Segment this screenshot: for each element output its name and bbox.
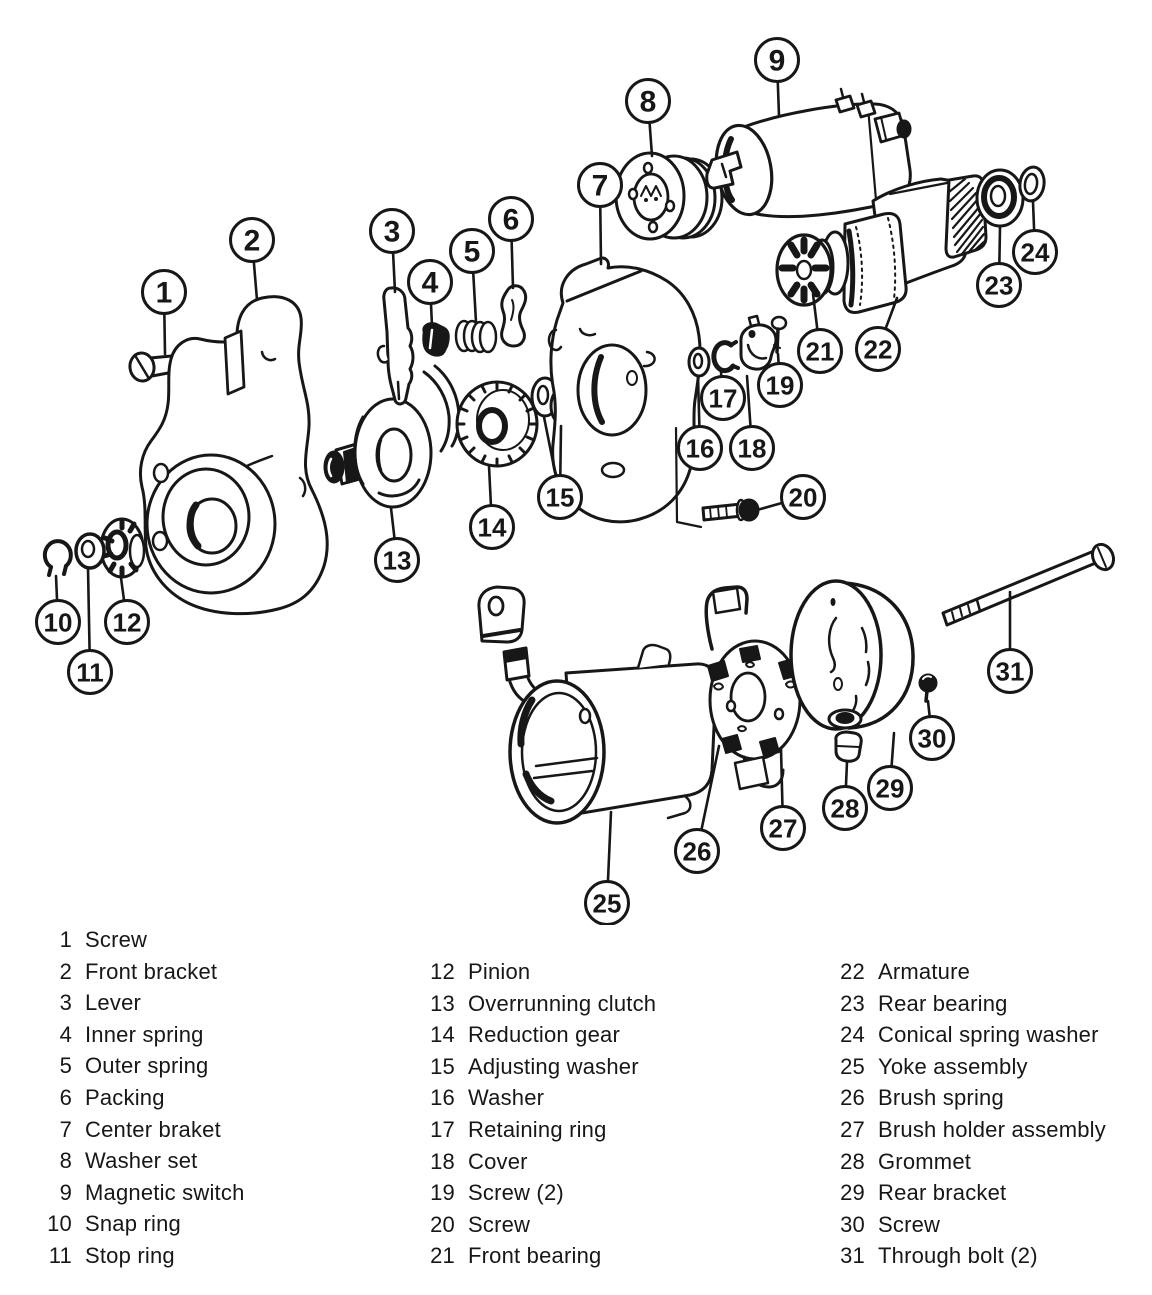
legend-item-label: Packing xyxy=(85,1084,165,1110)
legend-item-12 xyxy=(418,956,656,988)
legend-item-20 xyxy=(418,1209,656,1241)
legend-item-number: 22 xyxy=(840,959,865,984)
callout-25 xyxy=(586,812,629,925)
callout-31 xyxy=(989,592,1032,693)
callout-number: 12 xyxy=(112,607,142,638)
legend-item-27 xyxy=(828,1114,1106,1146)
legend-item-label: Through bolt (2) xyxy=(878,1243,1038,1269)
callout-8 xyxy=(627,80,670,157)
legend-item-number: 3 xyxy=(59,990,72,1016)
callout-number: 24 xyxy=(1020,237,1050,268)
legend-item-number: 18 xyxy=(430,1148,455,1174)
callout-number: 27 xyxy=(768,813,798,844)
legend-item-1 xyxy=(38,924,245,956)
callout-number: 5 xyxy=(463,235,481,269)
callout-number: 6 xyxy=(502,203,520,237)
part-washer-set-8 xyxy=(616,153,722,239)
callout-number: 31 xyxy=(995,656,1025,687)
legend-item-17 xyxy=(418,1114,656,1146)
callout-number: 19 xyxy=(765,370,795,401)
callout-5 xyxy=(451,230,494,323)
legend-item-8 xyxy=(38,1145,245,1177)
legend-item-13 xyxy=(418,988,656,1020)
legend-item-label: Washer xyxy=(468,1085,545,1111)
legend-item-number: 2 xyxy=(59,958,72,984)
legend-item-number: 21 xyxy=(430,1243,455,1269)
legend-item-number: 12 xyxy=(430,959,455,984)
callout-number: 8 xyxy=(639,85,657,119)
part-pinion-12 xyxy=(101,519,144,577)
legend-item-number: 23 xyxy=(840,990,865,1016)
legend-item-number: 17 xyxy=(430,1116,455,1142)
part-front-bracket-2 xyxy=(140,297,327,614)
callout-number: 4 xyxy=(421,266,439,300)
callout-13 xyxy=(376,508,419,582)
legend-item-15 xyxy=(418,1051,656,1083)
legend-item-19 xyxy=(418,1177,656,1209)
legend-item-number: 26 xyxy=(840,1085,865,1111)
callout-number: 15 xyxy=(545,482,575,513)
part-snap-ring-10 xyxy=(45,541,71,575)
callout-number: 28 xyxy=(830,793,860,824)
legend-item-label: Reduction gear xyxy=(468,1022,621,1048)
callout-number: 13 xyxy=(382,545,412,576)
callout-number: 11 xyxy=(76,657,104,688)
callout-12 xyxy=(106,578,149,644)
legend-item-label: Screw xyxy=(878,1211,941,1237)
part-inner-spring-4 xyxy=(423,323,448,355)
callout-number: 16 xyxy=(685,433,715,464)
part-grommet-28 xyxy=(836,732,861,761)
legend-item-number: 13 xyxy=(430,990,455,1016)
legend-item-label: Washer set xyxy=(85,1148,198,1174)
part-cover-18 xyxy=(741,316,776,369)
legend-item-number: 30 xyxy=(840,1211,865,1237)
legend-item-number: 14 xyxy=(430,1022,455,1048)
legend-column-3 xyxy=(828,956,1106,1272)
callout-27 xyxy=(762,749,805,850)
legend-item-16 xyxy=(418,1082,656,1114)
callout-number: 10 xyxy=(43,607,73,638)
callout-number: 14 xyxy=(477,512,507,543)
callout-28 xyxy=(824,762,867,830)
callout-7 xyxy=(579,164,622,265)
legend-item-number: 11 xyxy=(48,1242,72,1268)
callout-30 xyxy=(911,701,954,760)
legend-item-label: Conical spring washer xyxy=(878,1022,1099,1048)
legend-item-3 xyxy=(38,987,245,1019)
legend-item-number: 25 xyxy=(840,1053,865,1079)
legend-item-label: Rear bracket xyxy=(878,1180,1007,1206)
legend-item-18 xyxy=(418,1146,656,1178)
legend-item-label: Front bearing xyxy=(468,1243,602,1269)
legend-item-29 xyxy=(828,1177,1106,1209)
legend-item-number: 8 xyxy=(59,1148,72,1174)
part-rear-bearing-23 xyxy=(977,170,1023,226)
legend-item-label: Yoke assembly xyxy=(878,1053,1028,1079)
callout-number: 1 xyxy=(155,276,173,310)
part-through-bolt-31 xyxy=(943,541,1117,625)
legend-item-label: Stop ring xyxy=(85,1242,175,1268)
callout-2 xyxy=(231,219,274,301)
part-reduction-gear-14 xyxy=(457,382,537,466)
legend-column-1 xyxy=(38,924,245,1272)
legend-item-23 xyxy=(828,988,1106,1020)
part-outer-spring-5 xyxy=(456,321,496,352)
callout-number: 22 xyxy=(863,334,893,365)
legend-item-number: 19 xyxy=(430,1180,455,1206)
callout-number: 9 xyxy=(768,44,786,78)
legend-item-number: 31 xyxy=(840,1243,865,1269)
legend-item-5 xyxy=(38,1050,245,1082)
callout-number: 7 xyxy=(591,169,609,203)
callout-17 xyxy=(702,372,745,420)
legend-item-label: Brush spring xyxy=(878,1085,1004,1111)
legend-item-21 xyxy=(418,1240,656,1272)
legend-item-22 xyxy=(828,956,1106,988)
legend-item-number: 29 xyxy=(840,1180,865,1206)
legend-item-label: Cover xyxy=(468,1148,528,1174)
legend-item-label: Retaining ring xyxy=(468,1116,607,1142)
part-retaining-ring-17 xyxy=(714,342,738,371)
callout-number: 21 xyxy=(805,336,835,367)
legend-item-9 xyxy=(38,1177,245,1209)
callout-number: 18 xyxy=(737,433,767,464)
legend-item-label: Inner spring xyxy=(85,1021,204,1047)
legend-item-number: 7 xyxy=(59,1116,72,1142)
legend-item-number: 1 xyxy=(59,927,72,952)
legend-item-30 xyxy=(828,1209,1106,1241)
callout-20 xyxy=(757,476,825,519)
part-stop-ring-11 xyxy=(76,534,104,568)
legend-item-label: Grommet xyxy=(878,1148,972,1174)
callout-number: 3 xyxy=(383,215,401,249)
callout-number: 23 xyxy=(984,270,1014,301)
legend-item-25 xyxy=(828,1051,1106,1083)
legend-item-number: 15 xyxy=(430,1053,455,1079)
legend-item-14 xyxy=(418,1019,656,1051)
callout-number: 29 xyxy=(875,773,905,804)
legend-item-31 xyxy=(828,1240,1106,1272)
legend-item-number: 4 xyxy=(59,1021,72,1047)
legend-item-label: Front bracket xyxy=(85,958,218,984)
part-yoke-assembly-25 xyxy=(479,587,716,823)
part-packing-6 xyxy=(502,286,526,346)
legend-item-28 xyxy=(828,1146,1106,1178)
callout-number: 26 xyxy=(682,836,712,867)
part-conical-spring-washer-24 xyxy=(1018,165,1046,202)
legend-item-label: Pinion xyxy=(468,959,531,984)
legend-item-24 xyxy=(828,1019,1106,1051)
legend-item-number: 10 xyxy=(47,1211,72,1237)
callout-4 xyxy=(409,261,452,327)
legend-item-10 xyxy=(38,1208,245,1240)
legend-item-label: Screw xyxy=(85,927,148,952)
legend-item-label: Magnetic switch xyxy=(85,1179,245,1205)
part-rear-bracket-29 xyxy=(791,581,913,729)
callout-10 xyxy=(37,576,80,644)
legend-item-11 xyxy=(38,1240,245,1272)
legend-item-label: Screw (2) xyxy=(468,1180,564,1206)
part-lever-3 xyxy=(378,288,413,404)
legend-item-label: Adjusting washer xyxy=(468,1053,639,1079)
legend-item-label: Rear bearing xyxy=(878,990,1008,1016)
legend-item-26 xyxy=(828,1082,1106,1114)
callout-29 xyxy=(869,733,912,810)
legend-item-number: 6 xyxy=(59,1084,72,1110)
legend-item-number: 27 xyxy=(840,1116,865,1142)
legend-item-label: Outer spring xyxy=(85,1053,209,1079)
legend-item-number: 20 xyxy=(430,1211,455,1237)
callout-1 xyxy=(143,271,186,355)
callout-number: 20 xyxy=(788,482,818,513)
callout-14 xyxy=(471,466,514,549)
legend-item-number: 5 xyxy=(59,1053,72,1079)
callout-number: 2 xyxy=(243,224,261,258)
legend-item-number: 24 xyxy=(840,1022,865,1048)
legend-column-2 xyxy=(418,956,656,1272)
part-screw-30 xyxy=(920,675,936,701)
legend-item-label: Overrunning clutch xyxy=(468,990,657,1016)
callout-number: 25 xyxy=(592,888,622,919)
legend-item-number: 9 xyxy=(59,1179,72,1205)
legend-item-label: Brush holder assembly xyxy=(878,1116,1106,1142)
part-washer-16 xyxy=(689,348,709,376)
legend-item-2 xyxy=(38,956,245,988)
legend-item-label: Lever xyxy=(85,990,142,1016)
callout-9 xyxy=(756,39,799,117)
callout-6 xyxy=(490,198,533,289)
legend-item-label: Screw xyxy=(468,1211,531,1237)
legend-item-7 xyxy=(38,1114,245,1146)
legend-item-label: Armature xyxy=(878,959,971,984)
part-brush-holder-assembly-27 xyxy=(706,587,800,789)
legend-item-6 xyxy=(38,1082,245,1114)
legend-item-label: Snap ring xyxy=(85,1211,181,1237)
legend-item-number: 28 xyxy=(840,1148,865,1174)
legend-item-4 xyxy=(38,1019,245,1051)
legend-item-label: Center braket xyxy=(85,1116,221,1142)
callout-3 xyxy=(371,210,414,293)
callout-number: 17 xyxy=(708,383,738,414)
legend-item-number: 16 xyxy=(430,1085,455,1111)
callout-number: 30 xyxy=(917,723,947,754)
